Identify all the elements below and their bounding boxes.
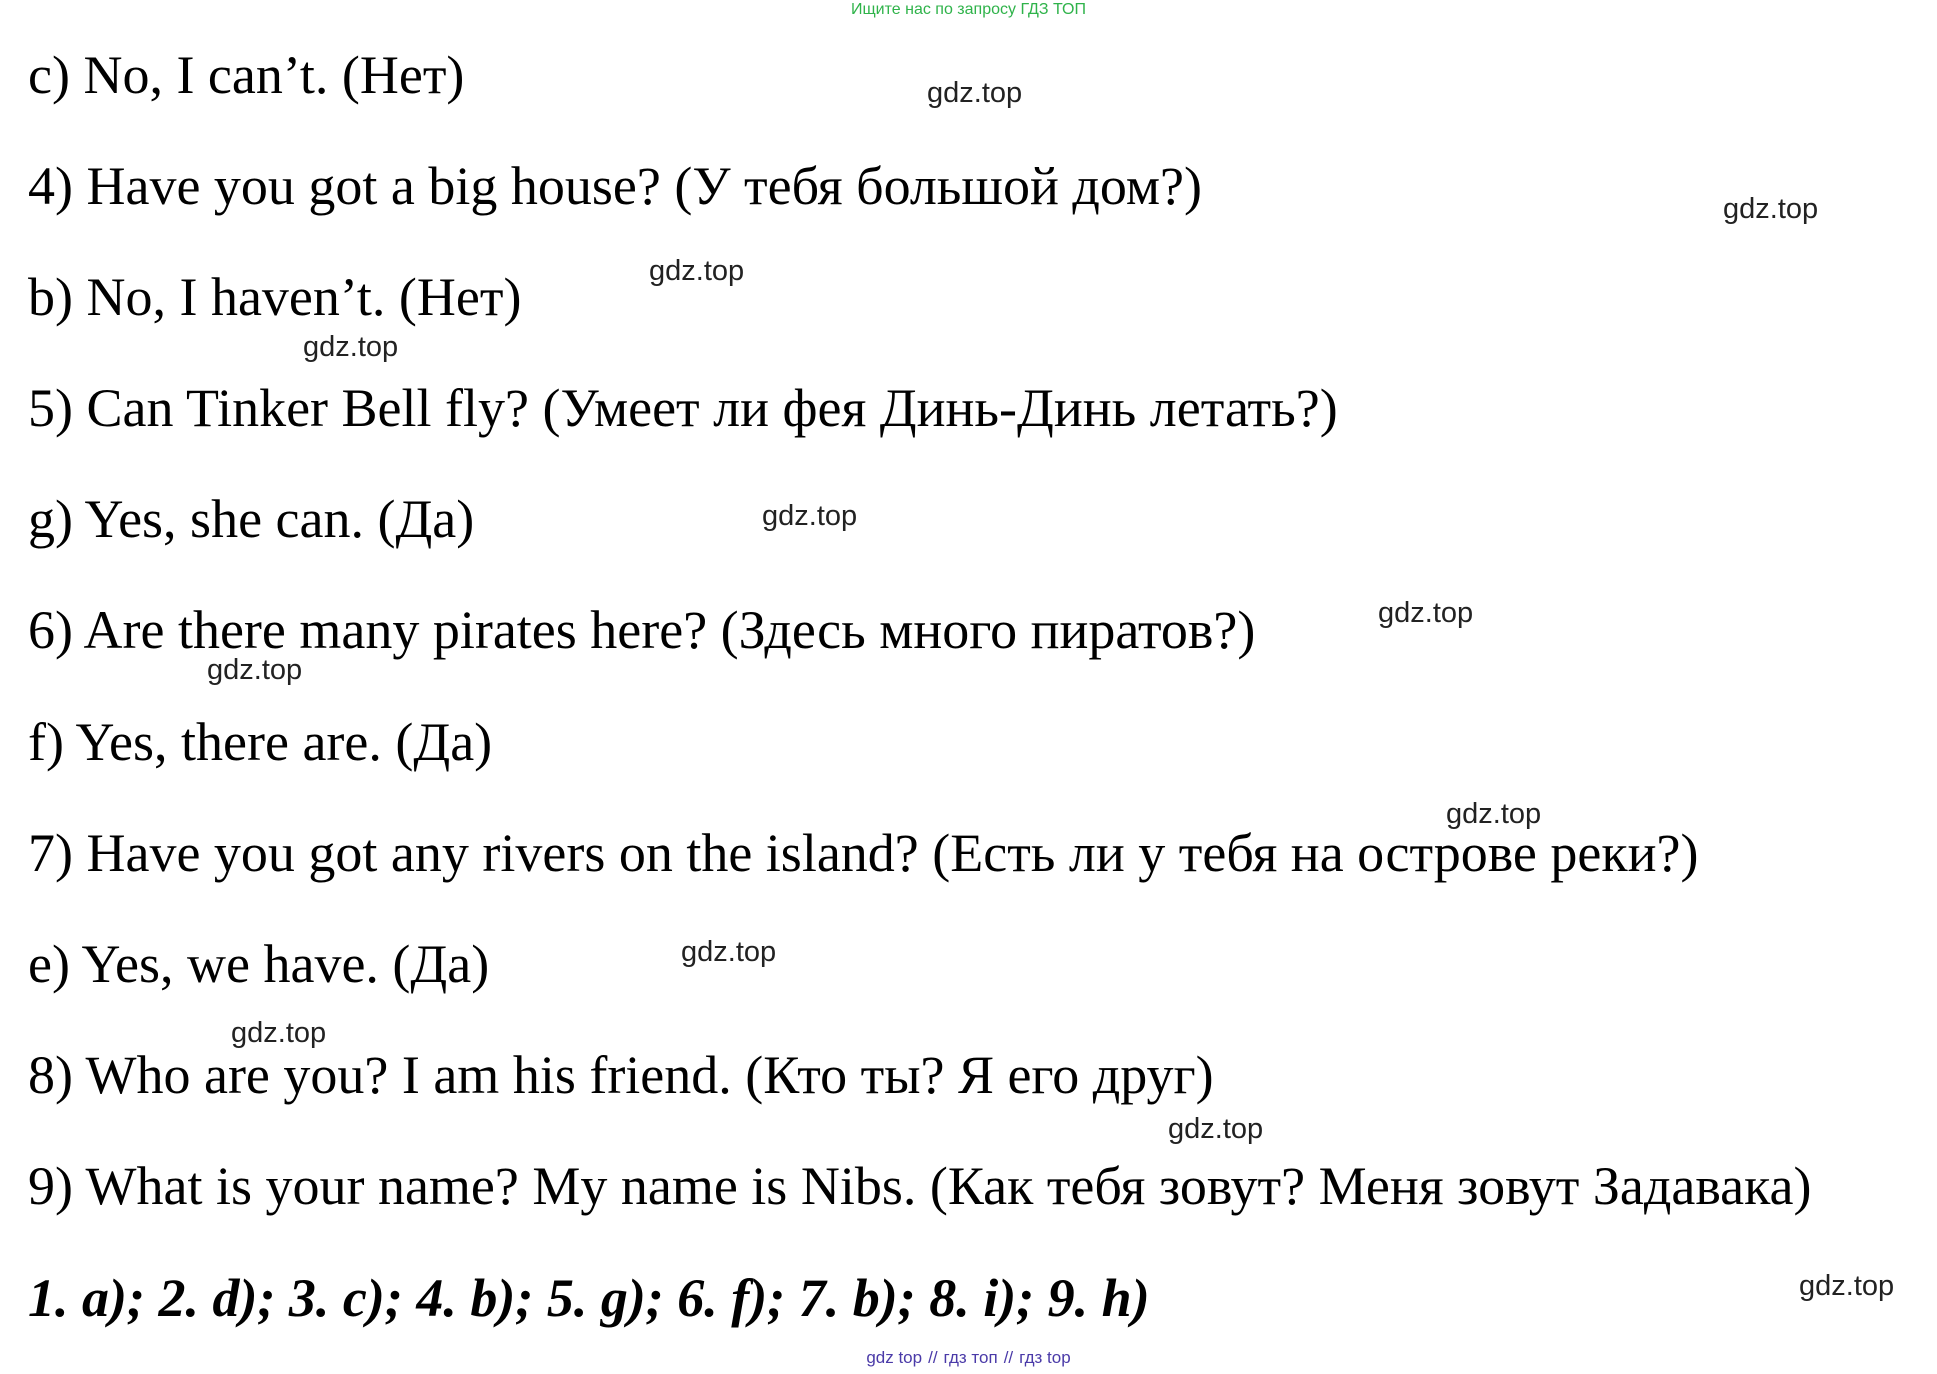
text-line-11: 9) What is your name? My name is Nibs. (Как тебя зовут? Меня зовут Задавака) xyxy=(28,1156,1812,1216)
watermark: gdz.top xyxy=(1168,1113,1264,1145)
text-line-6: 6) Are there many pirates here? (Здесь много пиратов?) xyxy=(28,600,1256,660)
top-banner: Ищите нас по запросу ГДЗ ТОП xyxy=(851,1,1086,18)
text-line-10: 8) Who are you? I am his friend. (Кто ты? Я его друг) xyxy=(28,1045,1214,1105)
footer-separator: // xyxy=(1003,1348,1014,1367)
watermark: gdz.top xyxy=(1799,1270,1895,1302)
watermark: gdz.top xyxy=(1446,798,1542,830)
text-line-3: b) No, I haven’t. (Нет) xyxy=(28,267,522,327)
text-line-4: 5) Can Tinker Bell fly? (Умеет ли фея Динь-Динь летать?) xyxy=(28,378,1338,438)
watermark: gdz.top xyxy=(1378,597,1474,629)
watermark: gdz.top xyxy=(207,654,303,686)
footer xyxy=(0,1348,1937,1368)
footer-link-gdz-top[interactable]: gdz top xyxy=(866,1348,923,1367)
watermark: gdz.top xyxy=(303,331,399,363)
text-line-2: 4) Have you got a big house? (У тебя большой дом?) xyxy=(28,156,1202,216)
footer-separator: // xyxy=(928,1348,938,1367)
text-line-1: c) No, I can’t. (Нет) xyxy=(28,45,465,105)
text-line-9: e) Yes, we have. (Да) xyxy=(28,934,490,994)
watermark: gdz.top xyxy=(762,500,858,532)
watermark: gdz.top xyxy=(681,936,777,968)
watermark: gdz.top xyxy=(649,255,745,287)
answer-key: 1. a); 2. d); 3. c); 4. b); 5. g); 6. f); 7. b); 8. i); 9. h) xyxy=(28,1268,1150,1328)
text-line-5: g) Yes, she can. (Да) xyxy=(28,489,475,549)
watermark: gdz.top xyxy=(231,1017,327,1049)
text-line-8: 7) Have you got any rivers on the island? (Есть ли у тебя на острове реки?) xyxy=(28,823,1699,883)
footer-link-gdz-top-ru[interactable]: гдз топ xyxy=(943,1348,998,1367)
footer-link-gdz-top-mixed[interactable]: гдз top xyxy=(1019,1348,1071,1367)
watermark: gdz.top xyxy=(1723,193,1819,225)
text-line-7: f) Yes, there are. (Да) xyxy=(28,712,493,772)
watermark: gdz.top xyxy=(927,77,1023,109)
